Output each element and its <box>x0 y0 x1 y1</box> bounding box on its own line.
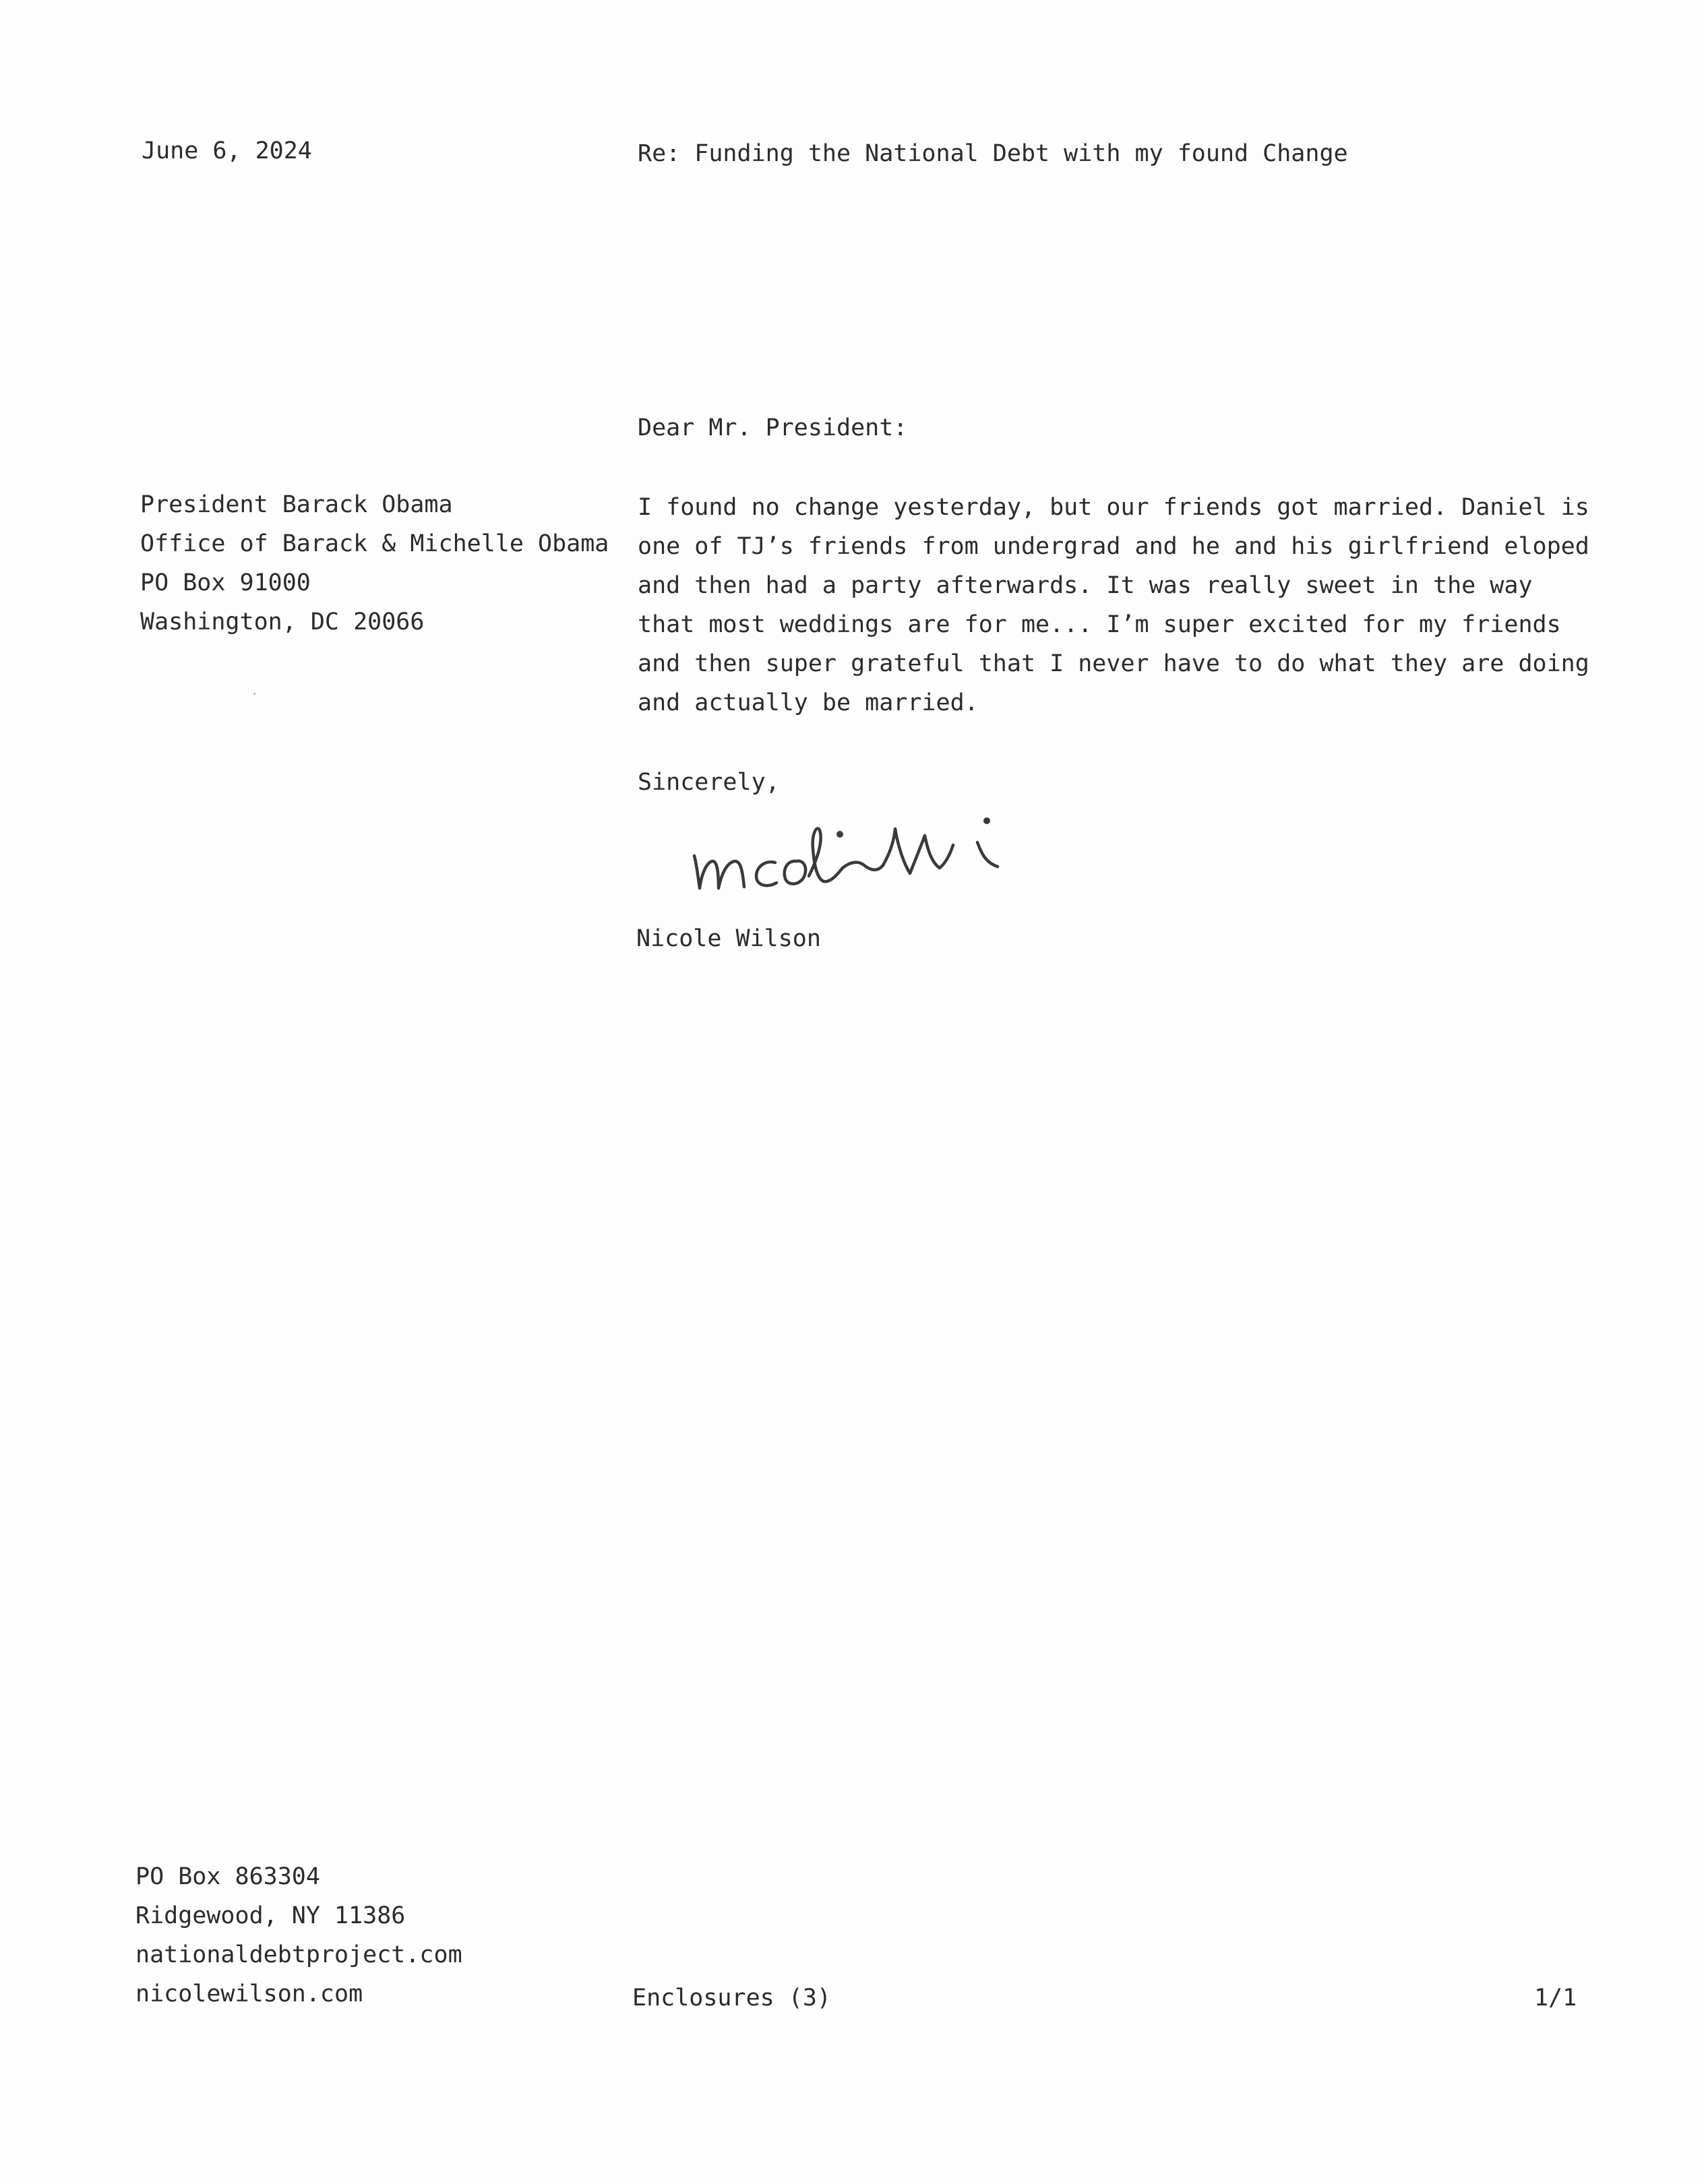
letter-date: June 6, 2024 <box>142 137 312 164</box>
salutation: Dear Mr. President: <box>638 414 908 441</box>
paper-speck <box>253 693 255 695</box>
body-line: I found no change yesterday, but our friends got married. Daniel is <box>638 494 1589 521</box>
recipient-line: PO Box 91000 <box>140 569 311 596</box>
sender-line: PO Box 863304 <box>135 1863 320 1890</box>
body-line: that most weddings are for me... I’m super excited for my friends <box>638 611 1561 638</box>
recipient-line: Washington, DC 20066 <box>140 609 425 635</box>
sender-address <box>135 1857 462 2014</box>
page-number: 1/1 <box>1534 1985 1577 2011</box>
body-line: and actually be married. <box>638 689 979 716</box>
recipient-address <box>140 485 609 642</box>
recipient-line: President Barack Obama <box>140 491 453 518</box>
body-line: one of TJ’s friends from undergrad and he and his girlfriend eloped <box>638 533 1589 560</box>
handwritten-signature <box>681 795 1031 916</box>
sender-line: Ridgewood, NY 11386 <box>135 1902 406 1929</box>
sender-line: nationaldebtproject.com <box>135 1941 462 1968</box>
signer-name: Nicole Wilson <box>636 925 821 952</box>
recipient-line: Office of Barack & Michelle Obama <box>140 530 609 557</box>
body-line: and then super grateful that I never have to do what they are doing <box>638 650 1589 677</box>
body-line: and then had a party afterwards. It was really sweet in the way <box>638 572 1533 599</box>
closing: Sincerely, <box>638 769 780 796</box>
enclosures-note: Enclosures (3) <box>632 1985 832 2011</box>
sender-line: nicolewilson.com <box>135 1980 363 2007</box>
letter-body <box>638 488 1589 722</box>
letter-subject: Re: Funding the National Debt with my found Change <box>638 140 1348 167</box>
